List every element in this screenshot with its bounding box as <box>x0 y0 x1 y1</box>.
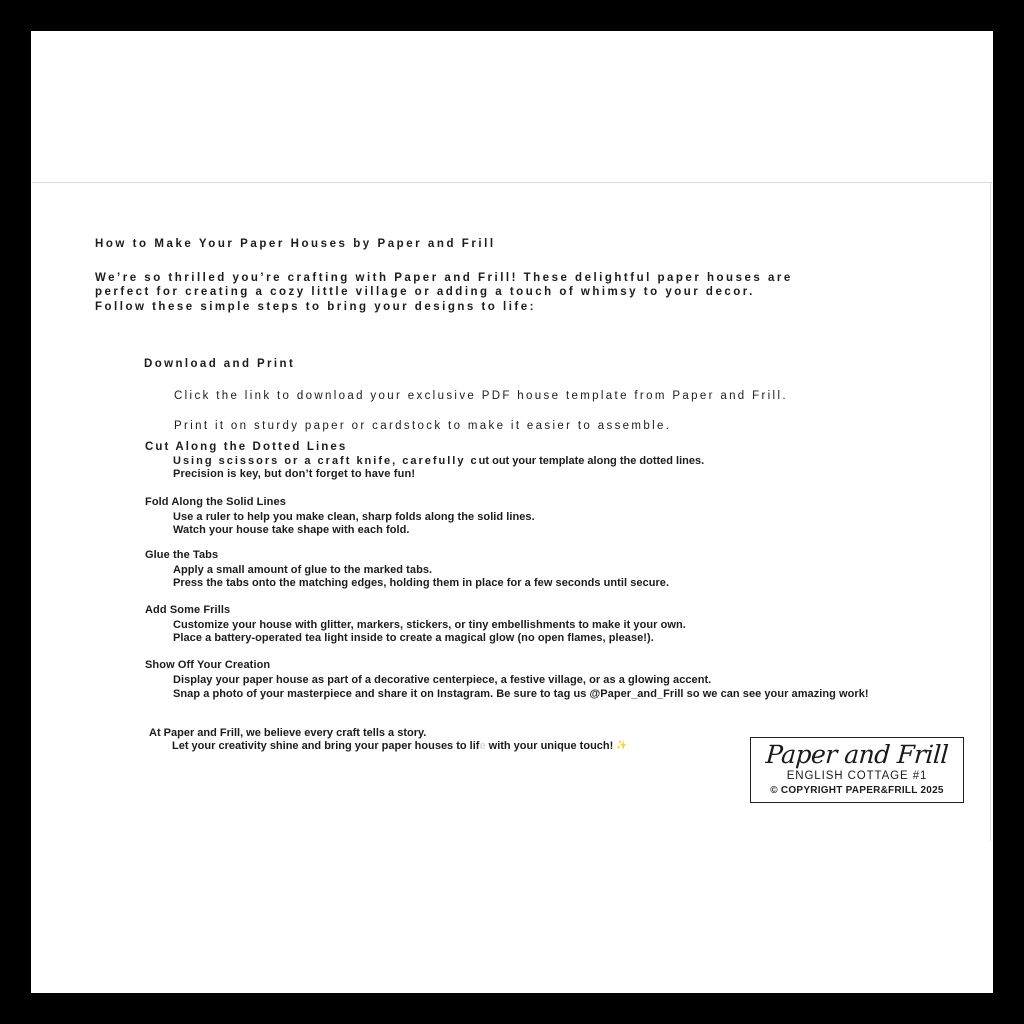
section-glue-the-tabs <box>145 549 669 589</box>
section-heading: Download and Print <box>144 358 296 370</box>
brand-script-logo: Paper and Frill <box>764 740 950 769</box>
section-heading: Show Off Your Creation <box>145 659 271 671</box>
section-item: Use a ruler to help you make clean, sharp folds along the solid lines. <box>173 511 535 523</box>
product-name-label: ENGLISH COTTAGE #1 <box>786 770 928 782</box>
closing-line-2-text: Let your creativity shine and bring your paper houses to lif <box>172 740 480 752</box>
closing-faint-glyph: e <box>479 740 486 752</box>
intro-line-2: perfect for creating a cozy little village or adding a touch of whimsy to your decor. <box>95 286 755 299</box>
section-item: Customize your house with glitter, markers, stickers, or tiny embellishments to make it your own. <box>173 619 686 631</box>
section-item-normal-part: ut out your template along the dotted lines. <box>478 455 705 467</box>
section-item: Apply a small amount of glue to the marked tabs. <box>173 564 433 576</box>
closing-line-2 <box>172 740 628 752</box>
section-download-and-print <box>144 358 788 432</box>
section-item: Watch your house take shape with each fold. <box>173 524 410 536</box>
section-heading: Add Some Frills <box>145 604 231 616</box>
section-heading: Glue the Tabs <box>145 549 219 561</box>
closing-block <box>149 727 628 752</box>
section-cut-along-dotted-lines <box>145 441 704 480</box>
section-item <box>173 455 704 467</box>
instructions-document <box>31 31 993 993</box>
sparkle-icon: ✨ <box>616 740 628 750</box>
copyright-label: © COPYRIGHT PAPER&FRILL 2025 <box>770 785 944 796</box>
intro-line-3: Follow these simple steps to bring your designs to life: <box>95 300 536 313</box>
section-item-spaced-part: Using scissors or a craft knife, carefully c <box>173 455 479 467</box>
closing-line-2-tail: with your unique touch! <box>485 740 614 752</box>
section-item: Place a battery-operated tea light inside to create a magical glow (no open flames, please!). <box>173 632 654 644</box>
section-item: Press the tabs onto the matching edges, holding them in place for a few seconds until secure. <box>173 577 670 589</box>
section-item: Print it on sturdy paper or cardstock to make it easier to assemble. <box>174 420 672 432</box>
section-heading: Fold Along the Solid Lines <box>145 496 286 508</box>
section-add-some-frills <box>145 604 686 644</box>
brand-stamp-box <box>750 737 964 803</box>
section-item: Display your paper house as part of a decorative centerpiece, a festive village, or as a glowing accent. <box>173 674 712 686</box>
section-item: Precision is key, but don’t forget to have fun! <box>173 468 416 480</box>
section-heading: Cut Along the Dotted Lines <box>145 441 348 453</box>
intro-paragraph <box>95 271 895 314</box>
section-show-off-your-creation <box>145 659 873 701</box>
document-page <box>31 31 993 993</box>
page-title: How to Make Your Paper Houses by Paper and Frill <box>95 238 496 250</box>
section-fold-along-solid-lines <box>145 496 535 536</box>
section-item: Click the link to download your exclusive PDF house template from Paper and Frill. <box>174 390 788 402</box>
closing-line-1: At Paper and Frill, we believe every craft tells a story. <box>149 727 427 739</box>
section-item: Snap a photo of your masterpiece and share it on Instagram. Be sure to tag us @Paper_and_Frill so we can see your amazing work! <box>173 688 869 700</box>
intro-line-1: We’re so thrilled you’re crafting with Paper and Frill! These delightful paper houses are <box>95 272 793 284</box>
